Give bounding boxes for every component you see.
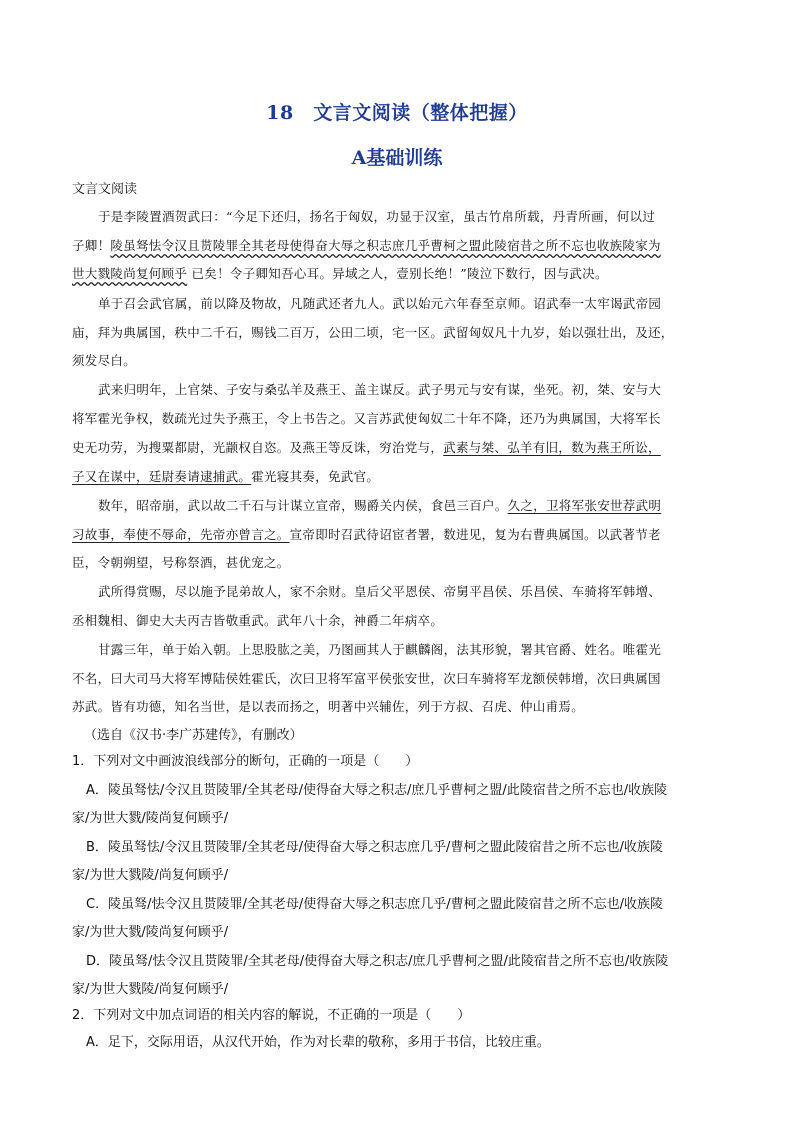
passage-line: 庙，拜为典属国，秩中二千石，赐钱二百万，公田二顷，宅一区。武留匈奴凡十九岁，始以强壮出，及还，: [72, 325, 674, 340]
passage-line: 臣，令朝朔望，号称祭酒，甚优宠之。: [72, 555, 290, 570]
question-2-stem: 2．下列对文中加点词语的相关内容的解说，不正确的一项是（ ）: [72, 1008, 471, 1023]
passage-source: （选自《汉书·李广苏建传》，有删改）: [84, 728, 303, 743]
underlined-text: 武素与桀、弘羊有旧，数为燕王所讼，: [443, 440, 661, 455]
passage-text: 子卿！: [72, 238, 111, 253]
passage-line: 丞相魏相、御史大夫丙吉皆敬重武。武年八十余，神爵二年病卒。: [72, 613, 444, 628]
passage-text: 数年，昭帝崩，武以故二千石与计谋立宣帝，赐爵关内侯，食邑三百户。: [98, 498, 508, 513]
passage-text: 宣帝即时召武待诏宦者署，数进见，复为右曹典属国。以武著节老: [289, 527, 661, 542]
passage-line: [72, 525, 661, 543]
passage-line: 于是李陵置酒贺武曰：“今足下还归，扬名于匈奴，功显于汉室，虽古竹帛所载，丹青所画，何以过: [98, 209, 656, 224]
page-title: 18 文言文阅读（整体把握）: [266, 102, 528, 124]
passage-line: [72, 264, 608, 282]
passage-line: [98, 496, 661, 514]
question-1-option-c-cont: 家/为世大戮/陵尚复何顾乎/: [72, 925, 229, 940]
question-1-option-d-cont: 家/为世大戮陵/尚复何顾乎/: [72, 982, 229, 997]
question-1-stem: 1．下列对文中画波浪线部分的断句，正确的一项是（ ）: [72, 754, 419, 769]
question-1-option-d: D．陵虽驽/怯令汉且贳陵罪/全其老母/使得奋大辱之积志/庶几乎曹柯之盟/此陵宿昔之所不忘也/收族陵: [86, 954, 669, 969]
underlined-text: 习故事，奉使不辱命，先帝亦曾言之。: [72, 527, 290, 542]
wavy-underlined-text: 陵虽驽怯令汉且贳陵罪全其老母使得奋大辱之积志庶几乎曹柯之盟此陵宿昔之所不忘也收族陵家为: [110, 238, 661, 253]
wavy-underlined-text: 世大戮陵尚复何顾乎: [72, 266, 188, 281]
question-1-option-b: B．陵虽驽怯/令汉且贳陵罪/全其老母/使得奋大辱之积志庶几乎/曹柯之盟此陵宿昔之所不忘也/收族陵: [86, 840, 663, 855]
passage-heading: 文言文阅读: [72, 182, 138, 197]
passage-text: 霍光寝其奏，免武官。: [251, 469, 380, 484]
underlined-text: 久之，卫将军张安世荐武明: [507, 498, 662, 513]
passage-text: 已矣！令子卿知吾心耳。异域之人，壹别长绝！”陵泣下数行，因与武决。: [187, 266, 608, 281]
passage-line: 甘露三年，单于始入朝。上思股肱之美，乃图画其人于麒麟阁，法其形貌，署其官爵、姓名。唯霍光: [98, 642, 662, 657]
passage-line: 单于召会武官属，前以降及物故，凡随武还者九人。武以始元六年春至京师。诏武奉一太牢谒武帝园: [98, 296, 662, 311]
question-2-option-a: A．足下，交际用语，从汉代开始，作为对长辈的敬称，多用于书信，比较庄重。: [86, 1035, 550, 1050]
passage-line: 不名，曰大司马大将军博陆侯姓霍氏，次曰卫将军富平侯张安世，次曰车骑将军龙额侯韩增，次曰典属国: [72, 671, 661, 686]
passage-line: [72, 236, 661, 254]
question-1-option-a: A．陵虽驽怯/令汉且贳陵罪/全其老母/使得奋大辱之积志/庶几乎曹柯之盟/此陵宿昔之所不忘也/收族陵: [86, 783, 668, 798]
question-1-option-b-cont: 家/为世大戮陵/尚复何顾乎/: [72, 868, 229, 883]
question-1-option-c: C．陵虽驽/怯令汉且贳陵罪/全其老母/使得奋大辱之积志庶几乎/曹柯之盟此陵宿昔之所不忘也/收族陵: [86, 897, 663, 912]
passage-line: [72, 438, 661, 456]
passage-line: 苏武。皆有功德，知名当世，是以表而扬之，明著中兴辅佐，列于方叔、召虎、仲山甫焉。: [72, 699, 585, 714]
passage-line: 须发尽白。: [72, 353, 137, 368]
section-subtitle: A基础训练: [351, 147, 443, 169]
passage-line: 武来归明年，上官桀、子安与桑弘羊及燕王、盖主谋反。武子男元与安有谋，坐死。初，桀、安与大: [98, 382, 662, 397]
question-1-option-a-cont: 家/为世大戮/陵尚复何顾乎/: [72, 811, 229, 826]
passage-text: 史无功劳，为搜粟都尉，光颛权自恣。及燕王等反诛，穷治党与，: [72, 440, 444, 455]
passage-line: [72, 467, 379, 485]
passage-line: 将军霍光争权，数疏光过失予燕王，令上书告之。又言苏武使匈奴二十年不降，还乃为典属国，大将军长: [72, 411, 661, 426]
underlined-text: 子又在谋中，廷尉奏请逮捕武。: [72, 469, 252, 484]
passage-line: 武所得赏赐，尽以施予昆弟故人，家不余财。皇后父平恩侯、帝舅平昌侯、乐昌侯、车骑将军韩增、: [98, 584, 662, 599]
